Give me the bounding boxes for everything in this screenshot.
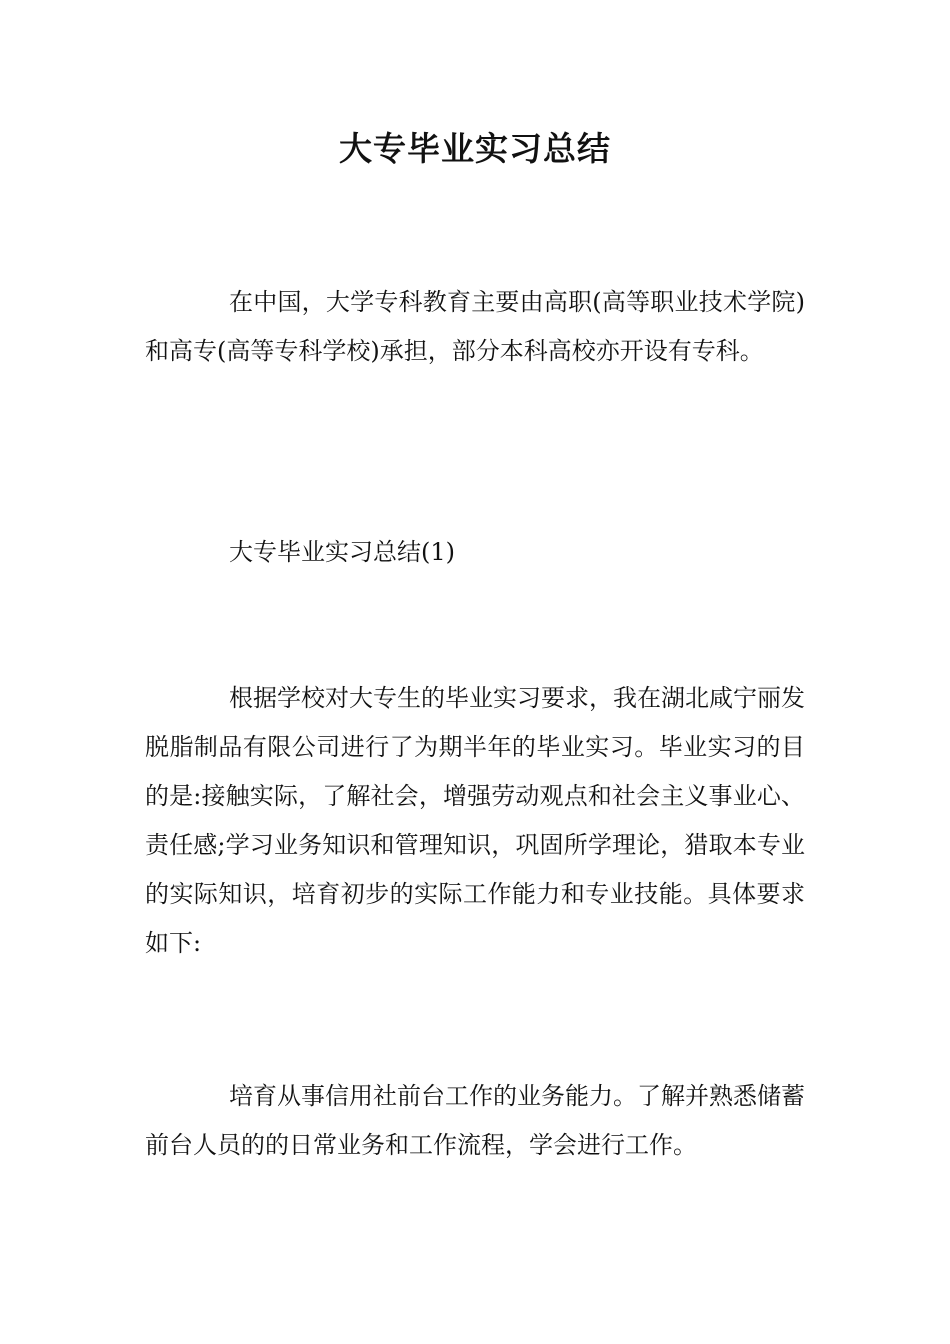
paragraph-intro: 在中国，大学专科教育主要由高职(高等职业技术学院)和高专(高等专科学校)承担，部分本科高校亦开设有专科。 <box>145 288 805 365</box>
section-heading: 大专毕业实习总结(1) <box>229 538 455 566</box>
paragraph-frontdesk-skills: 培育从事信用社前台工作的业务能力。了解并熟悉储蓄前台人员的的日常业务和工作流程，学会进行工作。 <box>145 1082 805 1159</box>
document-title: 大专毕业实习总结 <box>339 129 611 168</box>
paragraph-internship-requirements: 根据学校对大专生的毕业实习要求，我在湖北咸宁丽发脱脂制品有限公司进行了为期半年的毕业实习。毕业实习的目的是:接触实际，了解社会，增强劳动观点和社会主义事业心、责任感;学习业务知识和管理知识，巩固所学理论，猎取本专业的实际知识，培育初步的实际工作能力和专业技能。具体要求如下: <box>145 684 805 957</box>
